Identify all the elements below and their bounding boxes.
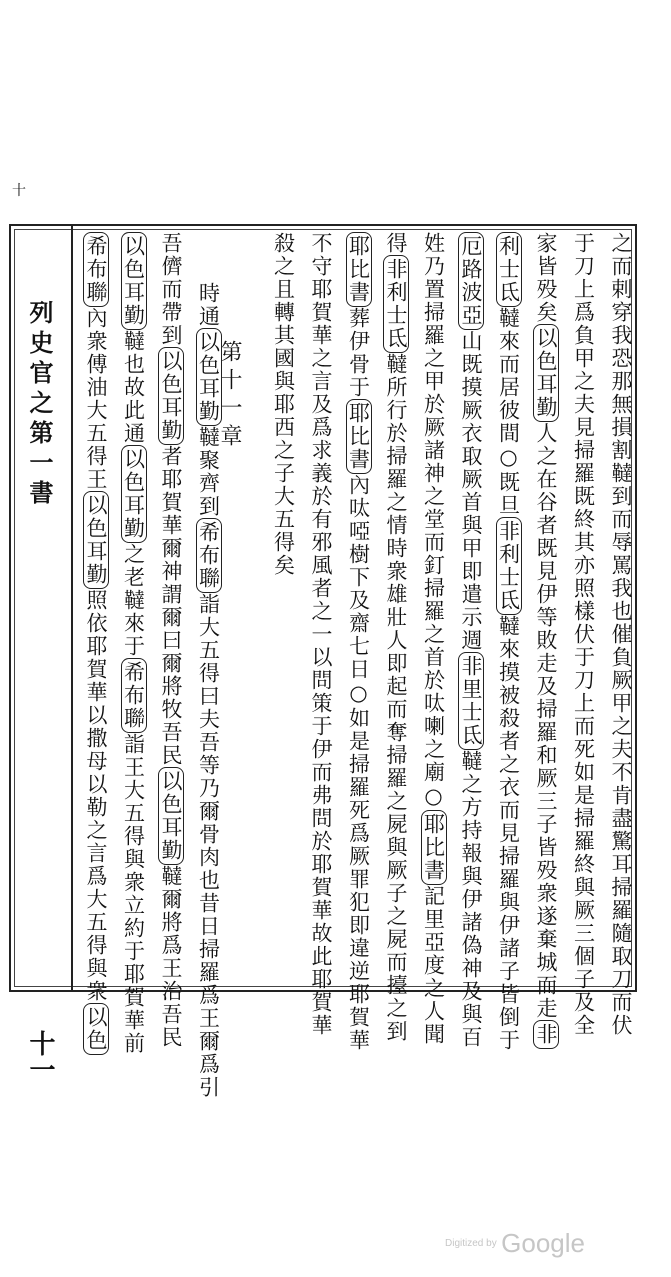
text-segment: 殺之且轉其國與耶西之子大五得矣: [271, 232, 296, 577]
text-segment: 詣大五得曰夫吾等乃爾骨肉也昔日掃羅爲王爾爲引: [196, 593, 221, 1099]
text-segment: 之老韃來于: [121, 543, 146, 658]
page-number: 十一: [25, 1030, 55, 1082]
text-segment: 詣王大五得與衆立約于耶賀華前: [121, 733, 146, 1055]
text-column: [156, 232, 186, 1049]
text-segment: 不守耶賀華之言及爲求義於有邪風者之一以問策于伊而弗問於耶賀華故此耶賀華: [309, 232, 333, 1037]
text-segment: 得: [384, 232, 408, 255]
proper-name-mark: 以色耳勤: [196, 328, 222, 426]
google-watermark: Digitized by Google: [445, 1228, 585, 1258]
proper-name-mark: 希布聯: [196, 518, 222, 593]
proper-name-mark: 以色耳勤: [158, 767, 184, 865]
google-logo: Google: [501, 1228, 585, 1258]
proper-name-mark: 非利士氐: [383, 255, 409, 353]
text-column: [269, 232, 299, 577]
text-segment: 韃: [609, 462, 633, 485]
text-column: [306, 232, 336, 1037]
text-segment: 韃來而居彼間○既旦: [496, 307, 521, 517]
proper-name-mark: 以色耳勤: [533, 324, 559, 422]
text-column: [419, 232, 449, 1046]
text-segment: 者耶賀華爾神謂爾曰爾將牧吾民: [159, 445, 183, 767]
text-segment: 韃所行於掃羅之情時衆雄壯人即起而奪掃羅之屍與厥子之屍而擡之到: [384, 353, 408, 1043]
text-segment: 人之在谷者既見伊等敗走及掃羅和厥三子皆殁衆遂棄城而走: [534, 422, 558, 1020]
text-column: [194, 282, 224, 1099]
text-column: [569, 232, 599, 1037]
text-segment: 韃來摸被殺者之衣而見掃羅與伊諸子皆倒于: [496, 615, 521, 1052]
proper-name-mark: 以色耳勤: [158, 347, 184, 445]
chapter-heading: 第十一章: [217, 340, 242, 452]
text-segment: 到而辱罵我也催負厥甲之夫不肯盡驚耳掃羅隨取刀而伏: [609, 485, 633, 1037]
proper-name-mark: 以色耳勤: [121, 445, 147, 543]
text-segment: 時通: [196, 282, 221, 328]
text-segment: 記里亞度之人聞: [421, 885, 446, 1046]
proper-name-mark: 耶比書: [421, 810, 447, 885]
text-segment: 吾儕而帶到: [159, 232, 183, 347]
proper-name-mark: 非里士氐: [458, 652, 484, 750]
text-segment: 內呔啞樹下及齋七日○如是掃羅死爲厥罪犯即違逆耶賀華: [346, 474, 371, 1052]
text-segment: 韃爾將爲王治吾民: [159, 865, 183, 1049]
margin-tick-mark: 十: [12, 183, 26, 199]
proper-name-mark: 非: [533, 1020, 559, 1049]
proper-name-mark: 非利士氐: [496, 517, 522, 615]
text-column: [531, 232, 561, 1049]
text-segment: 韃聚齊到: [196, 426, 221, 518]
proper-name-mark: 利士氐: [496, 232, 522, 307]
running-title: 列史官之第一書: [25, 300, 54, 510]
text-column: [119, 232, 149, 1055]
text-segment: 之而剌穿我恐那無損割: [609, 232, 633, 462]
proper-name-mark: 以色: [83, 1003, 109, 1055]
text-column: [344, 232, 374, 1052]
text-column: [381, 232, 411, 1043]
proper-name-mark: 以色耳勤: [83, 491, 109, 589]
proper-name-mark: 耶比書: [346, 232, 372, 307]
text-segment: 家皆殁矣: [534, 232, 558, 324]
text-segment: 內衆傅油大五得王: [84, 307, 108, 491]
text-segment: 韃也故此通: [121, 330, 146, 445]
proper-name-mark: 耶比書: [346, 399, 372, 474]
proper-name-mark: 希布聯: [121, 658, 147, 733]
text-column: [456, 232, 486, 1049]
text-segment: 于刀上爲負甲之夫見掃羅既終其亦照樣伏于刀上而死如是掃羅終與厥三個子及全: [571, 232, 596, 1037]
proper-name-mark: 以色耳勤: [121, 232, 147, 330]
text-column: [606, 232, 636, 1037]
text-segment: 姓乃置掃羅之甲於厥諸神之堂而釘掃羅之首於呔喇之廟○: [421, 232, 446, 810]
text-segment: 韃之方持報與伊諸偽神及與百: [459, 750, 483, 1049]
text-segment: 照依耶賀華以撒母以勒之言爲大五得與衆: [84, 589, 108, 1003]
text-column: [81, 232, 111, 1055]
text-column: [494, 232, 524, 1052]
proper-name-mark: 希布聯: [83, 232, 109, 307]
text-segment: 山既摸厥衣取厥首與甲即遣示週: [459, 330, 483, 652]
text-segment: 葬伊骨于: [346, 307, 371, 399]
proper-name-mark: 厄路波亞: [458, 232, 484, 330]
